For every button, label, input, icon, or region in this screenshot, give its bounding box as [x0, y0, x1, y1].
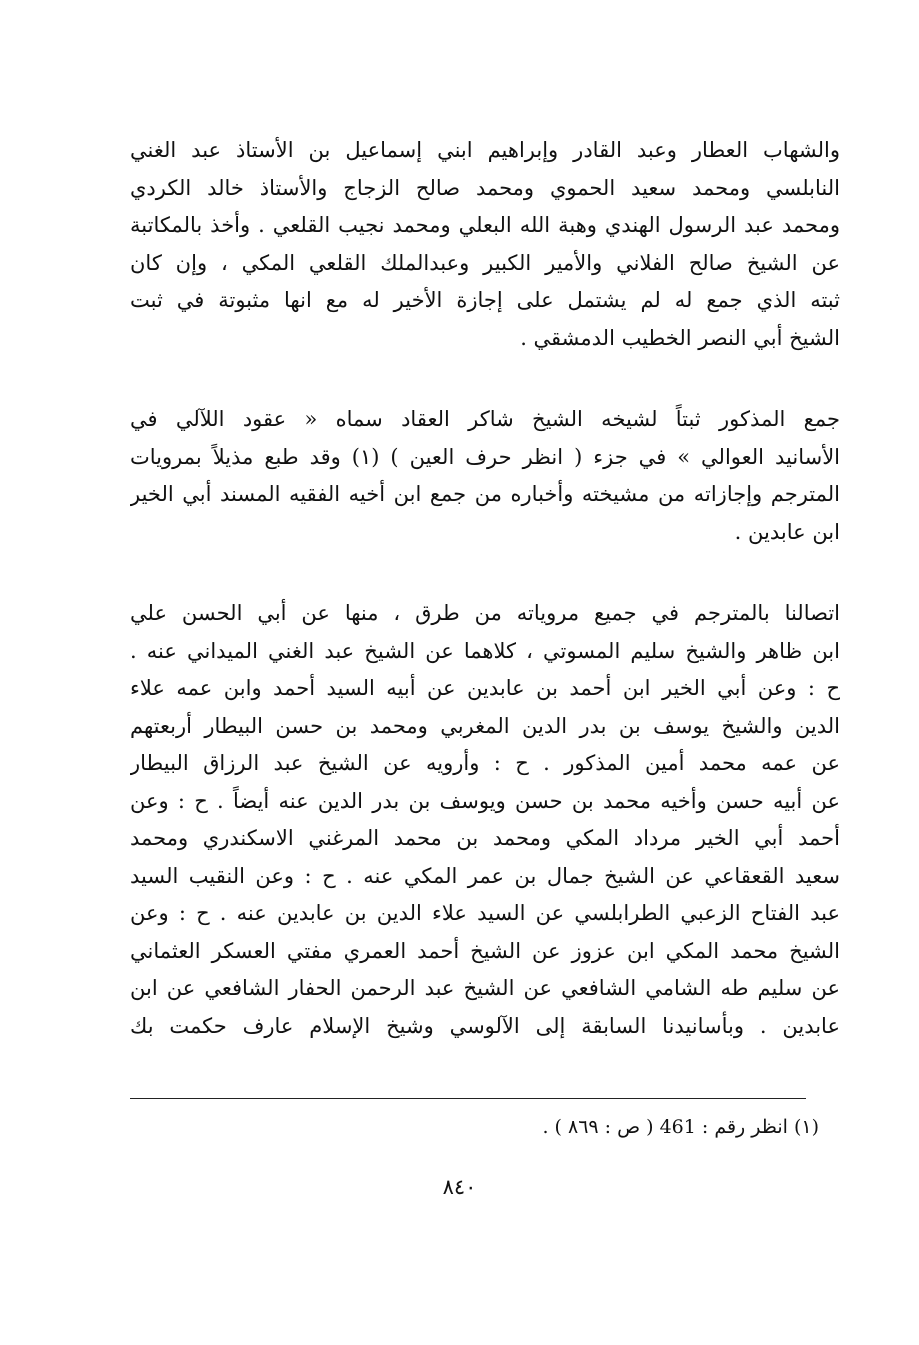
footnote-divider — [130, 1098, 806, 1099]
text-line: اتصالنا بالمترجم في جميع مروياته من طرق ، منها عن أبي الحسن علي — [130, 601, 840, 625]
text-line: سعيد القعقاعي عن الشيخ جمال بن عمر المكي عنه . ح : وعن النقيب السيد — [130, 863, 840, 888]
text-line: عبد الفتاح الزعبي الطرابلسي عن السيد علاء الدين بن عابدين عنه . ح : وعن — [130, 901, 840, 925]
text-line: ابن ظاهر والشيخ سليم المسوتي ، كلاهما عن الشيخ عبد الغني الميداني عنه . — [130, 638, 840, 663]
text-line: عن الشيخ صالح الفلاني والأمير الكبير وعبدالملك القلعي المكي ، وإن كان — [130, 250, 840, 275]
text-line: والشهاب العطار وعبد القادر وإبراهيم ابني إسماعيل بن الأستاذ عبد الغني — [130, 138, 840, 162]
text-line: المترجم وإجازاته من مشيخته وأخباره من جمع ابن أخيه الفقيه المسند أبي الخير — [130, 482, 840, 506]
text-line: عن أبيه حسن وأخيه محمد بن حسن ويوسف بن بدر الدين عنه أيضاً . ح : وعن — [130, 788, 840, 813]
text-line: أحمد أبي الخير مرداد المكي ومحمد بن محمد المرغني الاسكندري ومحمد — [130, 826, 840, 850]
footnote: (١) انظر رقم : 461 ( ص : ٨٦٩ ) . — [542, 1116, 819, 1138]
paragraph-1 — [130, 132, 840, 357]
text-line: عابدين . وبأسانيدنا السابقة إلى الآلوسي وشيخ الإسلام عارف حكمت بك — [130, 1013, 840, 1038]
text-line: عن سليم طه الشامي الشافعي عن الشيخ عبد الرحمن الحفار الشافعي عن ابن — [130, 976, 840, 1000]
text-line: ابن عابدين . — [734, 519, 840, 544]
text-line: عن عمه محمد أمين المذكور . ح : وأرويه عن الشيخ عبد الرزاق البيطار — [130, 751, 840, 775]
text-line: الشيخ أبي النصر الخطيب الدمشقي . — [520, 325, 840, 350]
page-number: ٨٤٠ — [442, 1175, 477, 1199]
text-line: الأسانيد العوالي » في جزء ( انظر حرف العين ) (١) وقد طبع مذيلاً بمرويات — [130, 444, 840, 469]
text-line: ومحمد عبد الرسول الهندي وهبة الله البعلي ومحمد نجيب القلعي . وأخذ بالمكاتبة — [130, 213, 840, 237]
paragraph-2 — [130, 401, 840, 551]
text-line: النابلسي ومحمد سعيد الحموي ومحمد صالح الزجاج والأستاذ خالد الكردي — [130, 175, 840, 200]
text-line: ثبته الذي جمع له لم يشتمل على إجازة الأخير له مع انها مثبوتة في ثبت — [130, 288, 840, 312]
text-line: الدين والشيخ يوسف بن بدر الدين المغربي ومحمد بن حسن البيطار أربعتهم — [130, 713, 840, 738]
text-line: الشيخ محمد المكي ابن عزوز عن الشيخ أحمد العمري مفتي العسكر العثماني — [130, 938, 840, 963]
text-line: ح : وعن أبي الخير ابن أحمد بن عابدين عن أبيه السيد أحمد وابن عمه علاء — [130, 676, 840, 700]
paragraph-3 — [130, 595, 840, 1045]
text-line: جمع المذكور ثبتاً لشيخه الشيخ شاكر العقاد سماه « عقود اللآلي في — [130, 407, 840, 431]
